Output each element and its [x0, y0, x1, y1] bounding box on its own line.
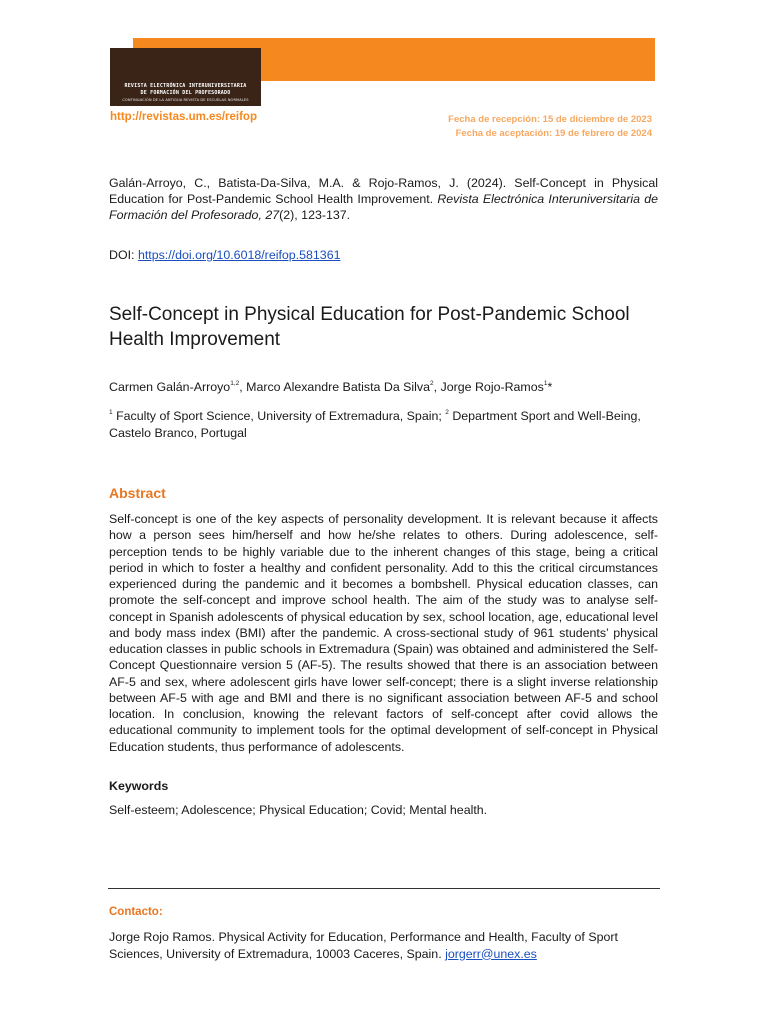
contact-text: Jorge Rojo Ramos. Physical Activity for Education, Performance and Health, Faculty of Sport Sciences, University of Extremadura, 10003 Caceres, Spain. — [109, 930, 618, 961]
logo-line-1: REVISTA ELECTRÓNICA INTERUNIVERSITARIA — [124, 83, 247, 89]
submission-dates — [400, 113, 652, 141]
doi-link[interactable]: https://doi.org/10.6018/reifop.581361 — [137, 248, 341, 262]
logo-line-3: CONTINUACIÓN DE LA ANTIGUA REVISTA DE ESCUELAS NORMALES — [122, 98, 249, 102]
accepted-date: Fecha de aceptación: 19 de febrero de 2024 — [455, 128, 652, 139]
author-list — [109, 380, 552, 394]
affiliation-2: Department Sport and Well-Being, Castelo Branco, Portugal — [109, 409, 641, 440]
logo-line-2: DE FORMACIÓN DEL PROFESORADO — [140, 90, 231, 96]
affil-sup-1: 1 — [109, 409, 113, 416]
author-affil-sup: 1 — [543, 380, 548, 387]
abstract-text: Self-concept is one of the key aspects of personality development. It is relevant because it affects how a person sees him/herself and how he/she relates to others. During adolescence, self-perception tends to be highly variable due to the inherent changes of this stage, being a critical period in which to foster a healthy and confident personality. Add to this the critical circumstances experienced during the pandemic and it becomes a bombshell. Physical education classes, can promote the self-concept and improve school health. The aim of the study was to analyse self-concept in Spanish adolescents of physical education by sex, school location, age, educational level and body mass index (BMI) after the pandemic. A cross-sectional study of 961 students’ physical education classes in public schools in Extremadura (Spain) was obtained and administered the Self-Concept Questionnaire version 5 (AF-5). The results showed that there is an association between AF-5 and sex, where adolescent girls have lower self-concept; there is a slight inverse relationship between AF-5 with age and BMI and there is no significant association between AF-5 and school location. In conclusion, knowing the relevant factors of self-concept after covid allows the educational community to implement tools for the optimal development of self-concept in Physical Education students, thus performance of adolescents. — [109, 512, 658, 754]
author-separator: , — [239, 380, 247, 394]
affil-sup-2: 2 — [445, 409, 449, 416]
author-name: Carmen Galán-Arroyo — [109, 380, 231, 394]
citation — [109, 175, 658, 224]
contact-email-link[interactable]: jorgerr@unex.es — [445, 946, 537, 961]
citation-journal: Revista Electrónica Interuniversitaria de Formación del Profesorado, — [109, 192, 658, 223]
author-affil-sup: 1,2 — [230, 380, 240, 387]
abstract-heading: Abstract — [109, 485, 166, 501]
doi-line — [109, 248, 340, 262]
paper-title: Self-Concept in Physical Education for Post-Pandemic School Health Improvement — [109, 304, 630, 350]
footer-divider — [108, 888, 660, 889]
contact-heading: Contacto: — [109, 906, 163, 918]
author-name: Marco Alexandre Batista Da Silva — [246, 380, 431, 394]
journal-logo — [110, 48, 261, 106]
affiliations — [109, 404, 658, 442]
author-separator: , — [433, 380, 441, 394]
affiliation-1: Faculty of Sport Science, University of Extremadura, Spain; — [112, 409, 446, 423]
keywords-heading: Keywords — [109, 779, 169, 793]
keywords-text: Self-esteem; Adolescence; Physical Education; Covid; Mental health. — [109, 803, 488, 817]
corresponding-mark: * — [547, 380, 553, 394]
journal-site-link[interactable]: http://revistas.um.es/reifop — [110, 111, 257, 123]
author-affil-sup: 2 — [430, 380, 434, 387]
author-name: Jorge Rojo-Ramos — [440, 380, 544, 394]
citation-volume: 27 — [265, 208, 280, 223]
received-date: Fecha de recepción: 15 de diciembre de 2023 — [448, 114, 652, 125]
contact-info — [109, 929, 658, 962]
doi-label: DOI: — [109, 248, 135, 262]
citation-issue-pages: (2), 123-137. — [279, 208, 351, 223]
citation-authors: Galán-Arroyo, C., Batista-Da-Silva, M.A. & Rojo-Ramos, J. (2024). Self-Concept in Physical Education for Post-Pandemic School Health Improvement. — [109, 176, 658, 207]
